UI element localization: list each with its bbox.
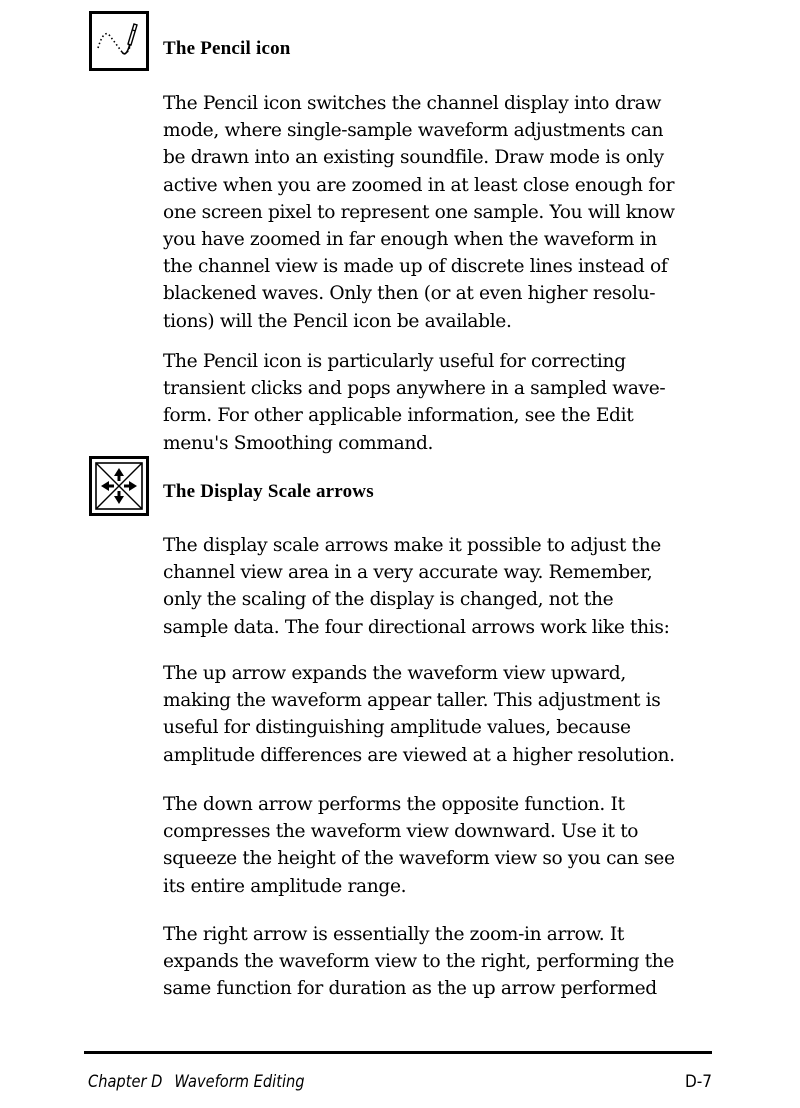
paragraph: The down arrow performs the opposite function. It compresses the waveform view downward. Use it to squeeze the height of the waveform view so you can see its entire amplitude range.	[163, 794, 675, 897]
paragraph: The Pencil icon is particularly useful for correcting transient clicks and pops anywhere in a sampled wave- form. For other applicable information, see the Edit menu's Smoothing command.	[163, 351, 666, 454]
pencil-icon	[89, 11, 149, 71]
paragraph: The Pencil icon switches the channel display into draw mode, where single-sample waveform adjustments can be drawn into an existing soundfile. Draw mode is only active when you are zoomed in at least close enough for one screen pixel to represent one sample. You will know you have zoomed in far enough when the waveform in the channel view is made up of discrete lines instead of blackened waves. Only then (or at even higher resolu- tions) will the Pencil icon be available.	[163, 93, 675, 332]
paragraph: The right arrow is essentially the zoom-in arrow. It expands the waveform view to the right, performing the same function for duration as the up arrow performed	[163, 924, 675, 1000]
paragraph: The display scale arrows make it possible to adjust the channel view area in a very accurate way. Remember, only the scaling of the display is changed, not the sample data. The four directional arrows work like this:	[163, 535, 670, 638]
section-heading-display-scale-arrows: The Display Scale arrows	[163, 481, 374, 502]
footer-chapter: Chapter D	[88, 1072, 163, 1092]
footer-chapter-title	[88, 1072, 305, 1092]
display-scale-arrows-icon	[92, 459, 146, 513]
footer-rule	[84, 1051, 712, 1054]
display-scale-icon	[89, 456, 149, 516]
footer-title: Waveform Editing	[174, 1072, 305, 1092]
page-number: D-7	[684, 1072, 712, 1092]
pencil-waveform-icon	[92, 14, 146, 68]
section-heading-pencil-icon: The Pencil icon	[163, 38, 291, 59]
paragraph: The up arrow expands the waveform view upward, making the waveform appear taller. This adjustment is useful for distinguishing amplitude values, because amplitude differences are viewed at a higher resolution.	[163, 663, 675, 766]
